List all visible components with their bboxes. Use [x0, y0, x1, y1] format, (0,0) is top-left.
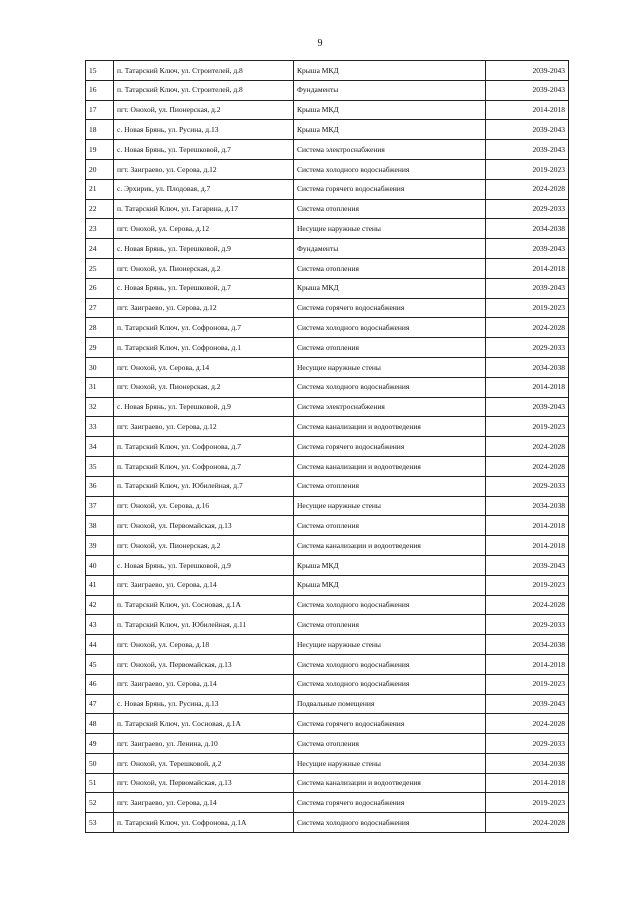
- table-row: [86, 536, 569, 556]
- table-row: [86, 476, 569, 496]
- table-row: [86, 635, 569, 655]
- row-number-cell: 52: [86, 793, 114, 813]
- row-number-cell: 46: [86, 674, 114, 694]
- table-row: [86, 456, 569, 476]
- element-cell: Система электроснабжения: [294, 140, 486, 160]
- element-cell: Система электроснабжения: [294, 397, 486, 417]
- address-cell: п. Татарский Ключ, ул. Софронова, д.1: [114, 338, 294, 358]
- address-cell: пгт. Заиграево, ул. Серова, д.12: [114, 159, 294, 179]
- address-cell: п. Татарский Ключ, ул. Софронова, д.1А: [114, 813, 294, 833]
- period-cell: 2039-2043: [486, 555, 569, 575]
- period-cell: 2039-2043: [486, 397, 569, 417]
- element-cell: Несущие наружные стены: [294, 219, 486, 239]
- element-cell: Система канализации и водоотведения: [294, 536, 486, 556]
- period-cell: 2014-2018: [486, 773, 569, 793]
- table-row: [86, 773, 569, 793]
- address-cell: с. Новая Брянь, ул. Терешковой, д.7: [114, 140, 294, 160]
- table-row: [86, 318, 569, 338]
- element-cell: Система горячего водоснабжения: [294, 714, 486, 734]
- period-cell: 2019-2023: [486, 159, 569, 179]
- address-cell: пгт. Заиграево, ул. Серова, д.14: [114, 674, 294, 694]
- table-row: [86, 575, 569, 595]
- table-row: [86, 397, 569, 417]
- row-number-cell: 53: [86, 813, 114, 833]
- address-cell: пгт. Онохой, ул. Серова, д.12: [114, 219, 294, 239]
- address-cell: с. Новая Брянь, ул. Русина, д.13: [114, 120, 294, 140]
- element-cell: Крыша МКД: [294, 61, 486, 81]
- element-cell: Крыша МКД: [294, 120, 486, 140]
- table-row: [86, 80, 569, 100]
- address-cell: пгт. Заиграево, ул. Серова, д.12: [114, 417, 294, 437]
- element-cell: Система горячего водоснабжения: [294, 179, 486, 199]
- row-number-cell: 23: [86, 219, 114, 239]
- element-cell: Несущие наружные стены: [294, 635, 486, 655]
- table-row: [86, 615, 569, 635]
- table-row: [86, 61, 569, 81]
- period-cell: 2039-2043: [486, 80, 569, 100]
- address-cell: п. Татарский Ключ, ул. Софронова, д.7: [114, 456, 294, 476]
- row-number-cell: 38: [86, 516, 114, 536]
- row-number-cell: 20: [86, 159, 114, 179]
- row-number-cell: 16: [86, 80, 114, 100]
- address-cell: пгт. Онохой, ул. Первомайская, д.13: [114, 773, 294, 793]
- element-cell: Система отопления: [294, 199, 486, 219]
- repair-schedule-table: [85, 60, 569, 833]
- table-row: [86, 199, 569, 219]
- row-number-cell: 45: [86, 654, 114, 674]
- row-number-cell: 30: [86, 357, 114, 377]
- address-cell: пгт. Онохой, ул. Первомайская, д.13: [114, 516, 294, 536]
- period-cell: 2014-2018: [486, 377, 569, 397]
- element-cell: Несущие наружные стены: [294, 496, 486, 516]
- address-cell: пгт. Заиграево, ул. Ленина, д.10: [114, 734, 294, 754]
- period-cell: 2014-2018: [486, 654, 569, 674]
- element-cell: Система канализации и водоотведения: [294, 417, 486, 437]
- period-cell: 2034-2038: [486, 219, 569, 239]
- period-cell: 2039-2043: [486, 61, 569, 81]
- element-cell: Система холодного водоснабжения: [294, 595, 486, 615]
- row-number-cell: 34: [86, 437, 114, 457]
- element-cell: Система канализации и водоотведения: [294, 773, 486, 793]
- table-row: [86, 258, 569, 278]
- period-cell: 2029-2033: [486, 199, 569, 219]
- row-number-cell: 42: [86, 595, 114, 615]
- element-cell: Крыша МКД: [294, 575, 486, 595]
- period-cell: 2024-2028: [486, 179, 569, 199]
- address-cell: пгт. Онохой, ул. Серова, д.16: [114, 496, 294, 516]
- table-body: [86, 61, 569, 833]
- period-cell: 2019-2023: [486, 575, 569, 595]
- address-cell: п. Татарский Ключ, ул. Юбилейная, д.11: [114, 615, 294, 635]
- address-cell: с. Новая Брянь, ул. Русина, д.13: [114, 694, 294, 714]
- table-row: [86, 694, 569, 714]
- row-number-cell: 22: [86, 199, 114, 219]
- address-cell: с. Новая Брянь, ул. Терешковой, д.7: [114, 278, 294, 298]
- element-cell: Система отопления: [294, 734, 486, 754]
- element-cell: Система отопления: [294, 516, 486, 536]
- row-number-cell: 29: [86, 338, 114, 358]
- row-number-cell: 41: [86, 575, 114, 595]
- row-number-cell: 36: [86, 476, 114, 496]
- table-row: [86, 496, 569, 516]
- element-cell: Фундаменты: [294, 239, 486, 259]
- row-number-cell: 27: [86, 298, 114, 318]
- row-number-cell: 25: [86, 258, 114, 278]
- period-cell: 2034-2038: [486, 635, 569, 655]
- period-cell: 2034-2038: [486, 753, 569, 773]
- period-cell: 2019-2023: [486, 417, 569, 437]
- element-cell: Система холодного водоснабжения: [294, 654, 486, 674]
- element-cell: Несущие наружные стены: [294, 753, 486, 773]
- row-number-cell: 49: [86, 734, 114, 754]
- row-number-cell: 40: [86, 555, 114, 575]
- period-cell: 2024-2028: [486, 456, 569, 476]
- row-number-cell: 28: [86, 318, 114, 338]
- element-cell: Несущие наружные стены: [294, 357, 486, 377]
- period-cell: 2024-2028: [486, 318, 569, 338]
- period-cell: 2029-2033: [486, 338, 569, 358]
- period-cell: 2014-2018: [486, 516, 569, 536]
- table-row: [86, 377, 569, 397]
- address-cell: пгт. Онохой, ул. Терешковой, д.2: [114, 753, 294, 773]
- period-cell: 2034-2038: [486, 496, 569, 516]
- address-cell: п. Татарский Ключ, ул. Юбилейная, д.7: [114, 476, 294, 496]
- element-cell: Фундаменты: [294, 80, 486, 100]
- address-cell: пгт. Заиграево, ул. Серова, д.14: [114, 575, 294, 595]
- table-row: [86, 159, 569, 179]
- address-cell: пгт. Заиграево, ул. Серова, д.12: [114, 298, 294, 318]
- address-cell: пгт. Онохой, ул. Пионерская, д.2: [114, 536, 294, 556]
- table-row: [86, 654, 569, 674]
- period-cell: 2024-2028: [486, 437, 569, 457]
- period-cell: 2019-2023: [486, 793, 569, 813]
- period-cell: 2024-2028: [486, 595, 569, 615]
- address-cell: пгт. Заиграево, ул. Серова, д.14: [114, 793, 294, 813]
- element-cell: Система холодного водоснабжения: [294, 377, 486, 397]
- row-number-cell: 24: [86, 239, 114, 259]
- row-number-cell: 33: [86, 417, 114, 437]
- address-cell: п. Татарский Ключ, ул. Строителей, д.8: [114, 80, 294, 100]
- period-cell: 2024-2028: [486, 714, 569, 734]
- element-cell: Крыша МКД: [294, 100, 486, 120]
- period-cell: 2024-2028: [486, 813, 569, 833]
- table-row: [86, 674, 569, 694]
- table-row: [86, 357, 569, 377]
- period-cell: 2029-2033: [486, 476, 569, 496]
- row-number-cell: 19: [86, 140, 114, 160]
- element-cell: Крыша МКД: [294, 555, 486, 575]
- address-cell: пгт. Онохой, ул. Пионерская, д.2: [114, 258, 294, 278]
- table-row: [86, 239, 569, 259]
- element-cell: Система отопления: [294, 258, 486, 278]
- table-row: [86, 595, 569, 615]
- period-cell: 2039-2043: [486, 239, 569, 259]
- element-cell: Крыша МКД: [294, 278, 486, 298]
- table-row: [86, 734, 569, 754]
- address-cell: п. Татарский Ключ, ул. Сосновая, д.1А: [114, 595, 294, 615]
- period-cell: 2019-2023: [486, 674, 569, 694]
- period-cell: 2039-2043: [486, 278, 569, 298]
- element-cell: Система отопления: [294, 338, 486, 358]
- row-number-cell: 43: [86, 615, 114, 635]
- row-number-cell: 44: [86, 635, 114, 655]
- address-cell: пгт. Онохой, ул. Первомайская, д.13: [114, 654, 294, 674]
- table-row: [86, 278, 569, 298]
- element-cell: Система горячего водоснабжения: [294, 793, 486, 813]
- row-number-cell: 18: [86, 120, 114, 140]
- element-cell: Система канализации и водоотведения: [294, 456, 486, 476]
- period-cell: 2019-2023: [486, 298, 569, 318]
- address-cell: п. Татарский Ключ, ул. Софронова, д.7: [114, 437, 294, 457]
- element-cell: Система горячего водоснабжения: [294, 298, 486, 318]
- period-cell: 2014-2018: [486, 258, 569, 278]
- element-cell: Система холодного водоснабжения: [294, 159, 486, 179]
- address-cell: п. Татарский Ключ, ул. Строителей, д.8: [114, 61, 294, 81]
- table-row: [86, 298, 569, 318]
- row-number-cell: 37: [86, 496, 114, 516]
- table-row: [86, 437, 569, 457]
- address-cell: с. Новая Брянь, ул. Терешковой, д.9: [114, 239, 294, 259]
- table-row: [86, 140, 569, 160]
- row-number-cell: 39: [86, 536, 114, 556]
- period-cell: 2029-2033: [486, 734, 569, 754]
- row-number-cell: 35: [86, 456, 114, 476]
- period-cell: 2039-2043: [486, 140, 569, 160]
- table-row: [86, 753, 569, 773]
- address-cell: п. Татарский Ключ, ул. Софронова, д.7: [114, 318, 294, 338]
- period-cell: 2029-2033: [486, 615, 569, 635]
- row-number-cell: 21: [86, 179, 114, 199]
- table-row: [86, 219, 569, 239]
- row-number-cell: 51: [86, 773, 114, 793]
- address-cell: с. Эрхирик, ул. Плодовая, д.7: [114, 179, 294, 199]
- period-cell: 2039-2043: [486, 694, 569, 714]
- table-row: [86, 120, 569, 140]
- row-number-cell: 31: [86, 377, 114, 397]
- address-cell: с. Новая Брянь, ул. Терешковой, д.9: [114, 555, 294, 575]
- period-cell: 2039-2043: [486, 120, 569, 140]
- row-number-cell: 48: [86, 714, 114, 734]
- period-cell: 2014-2018: [486, 536, 569, 556]
- element-cell: Система отопления: [294, 476, 486, 496]
- table-row: [86, 338, 569, 358]
- element-cell: Система холодного водоснабжения: [294, 674, 486, 694]
- row-number-cell: 47: [86, 694, 114, 714]
- element-cell: Система отопления: [294, 615, 486, 635]
- period-cell: 2034-2038: [486, 357, 569, 377]
- element-cell: Система холодного водоснабжения: [294, 813, 486, 833]
- row-number-cell: 26: [86, 278, 114, 298]
- table-row: [86, 516, 569, 536]
- address-cell: пгт. Онохой, ул. Пионерская, д.2: [114, 100, 294, 120]
- address-cell: п. Татарский Ключ, ул. Гагарина, д.17: [114, 199, 294, 219]
- table-row: [86, 555, 569, 575]
- page-number: 9: [317, 38, 323, 49]
- table-row: [86, 793, 569, 813]
- row-number-cell: 50: [86, 753, 114, 773]
- table-row: [86, 714, 569, 734]
- table-row: [86, 417, 569, 437]
- table-row: [86, 813, 569, 833]
- element-cell: Подвальные помещения: [294, 694, 486, 714]
- element-cell: Система горячего водоснабжения: [294, 437, 486, 457]
- address-cell: п. Татарский Ключ, ул. Сосновая, д.1А: [114, 714, 294, 734]
- address-cell: с. Новая Брянь, ул. Терешковой, д.9: [114, 397, 294, 417]
- element-cell: Система холодного водоснабжения: [294, 318, 486, 338]
- address-cell: пгт. Онохой, ул. Серова, д.14: [114, 357, 294, 377]
- row-number-cell: 17: [86, 100, 114, 120]
- period-cell: 2014-2018: [486, 100, 569, 120]
- table-row: [86, 100, 569, 120]
- table-row: [86, 179, 569, 199]
- row-number-cell: 32: [86, 397, 114, 417]
- address-cell: пгт. Онохой, ул. Пионерская, д.2: [114, 377, 294, 397]
- row-number-cell: 15: [86, 61, 114, 81]
- address-cell: пгт. Онохой, ул. Серова, д.18: [114, 635, 294, 655]
